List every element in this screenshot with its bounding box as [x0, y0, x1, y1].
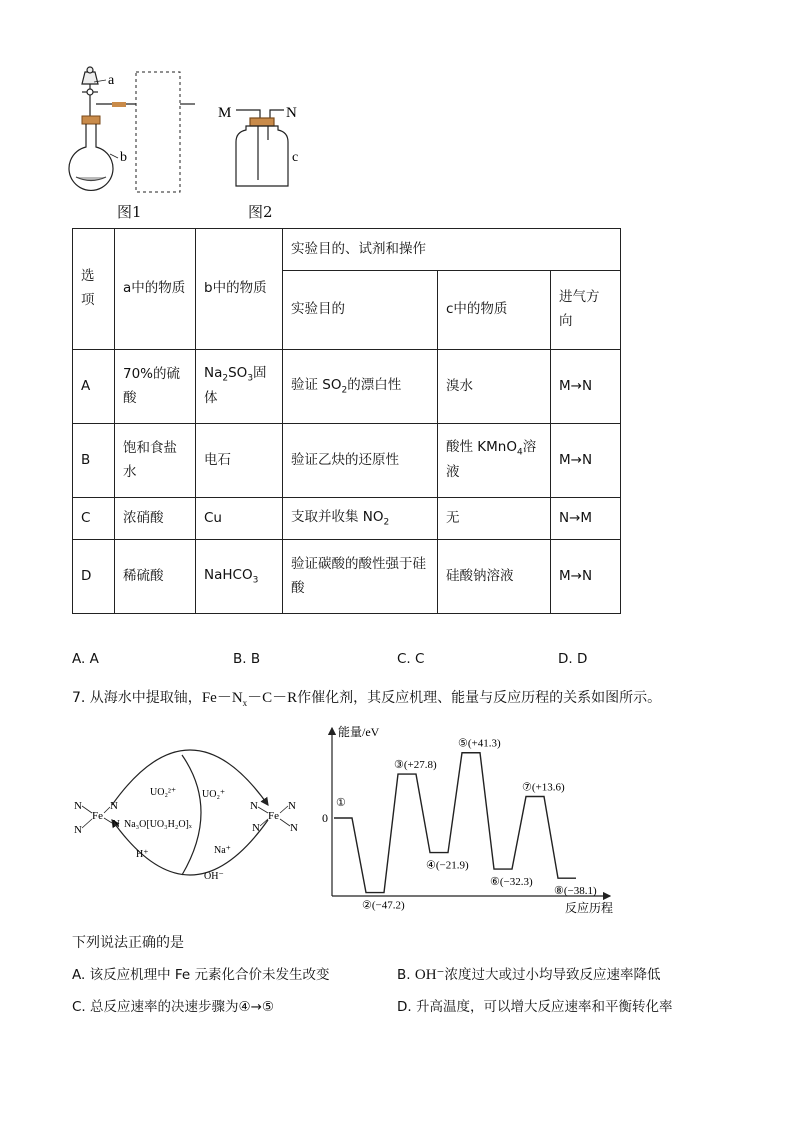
svg-text:N: N [290, 822, 298, 834]
header-purpose: 实验目的 [283, 271, 438, 350]
svg-text:N: N [288, 800, 296, 812]
q7-option-c[interactable]: C. 总反应速率的决速步骤为④→⑤ [72, 999, 275, 1015]
h-plus: H⁺ [136, 849, 149, 860]
svg-text:N: N [252, 822, 260, 834]
svg-text:N: N [74, 800, 82, 812]
energy-level-label: ②(−47.2) [362, 899, 405, 912]
figure2-label: 图2 [248, 203, 273, 221]
label-n: N [286, 105, 297, 121]
q7-question: 下列说法正确的是 [72, 935, 184, 951]
energy-chart [320, 722, 620, 918]
q6-option-c[interactable]: C. C [397, 651, 425, 667]
label-m: M [218, 105, 232, 121]
complex-label: Na₃O[UO₃H₂O]ₓ [124, 819, 192, 830]
mechanism-diagram [70, 735, 320, 895]
oh-minus: OH⁻ [204, 871, 224, 882]
arc-top [112, 750, 268, 805]
energy-level-label: ① [336, 797, 346, 809]
table-row: A 70%的硫酸 $Na_2SO_3$固体 验证 $SO_2$的漂白性 溴水 M→N [73, 350, 621, 424]
table-row: C 浓硝酸 Cu 支取并收集 $NO_2$ 无 N→M [73, 498, 621, 540]
q7-option-d[interactable]: D. 升高温度，可以增大反应速率和平衡转化率 [397, 999, 673, 1015]
header-option: 选 项 [73, 229, 115, 350]
y-axis-label: 能量/eV [338, 725, 380, 739]
dropping-funnel [82, 67, 98, 120]
header-a: a中的物质 [115, 229, 196, 350]
arc-inner [182, 755, 201, 875]
q6-option-b[interactable]: B. B [233, 651, 261, 667]
svg-text:N: N [112, 818, 120, 830]
apparatus-figures [60, 62, 340, 197]
svg-text:Fe: Fe [92, 810, 103, 822]
uo2-plus: UO₂⁺ [202, 789, 226, 800]
svg-text:N: N [74, 824, 82, 836]
energy-level-label: ⑥(−32.3) [490, 876, 533, 889]
energy-level-label: ⑤(+41.3) [458, 737, 501, 750]
q6-option-d[interactable]: D. D [558, 651, 588, 667]
svg-text:N: N [110, 800, 118, 812]
q6-table [72, 228, 621, 614]
q7-option-a[interactable]: A. 该反应机理中 Fe 元素化合价未发生改变 [72, 967, 330, 983]
header-b: b中的物质 [196, 229, 283, 350]
label-c: c [292, 150, 299, 165]
q7-stem: 7. 从海水中提取铀，$Fe-N_x-C-R$作催化剂，其反应机理、能量与反应历程的关系如图所示。 [72, 690, 662, 708]
dashed-box [136, 72, 180, 192]
svg-text:Fe: Fe [268, 810, 279, 822]
fe-complex-right [250, 800, 298, 834]
na-plus: Na⁺ [214, 845, 231, 856]
table-row: B 饱和食盐水 电石 验证乙炔的还原性 酸性 KMnO$_4$溶液 M→N [73, 424, 621, 498]
table-row: D 稀硫酸 NaHCO$_3$ 验证碳酸的酸性强于硅酸 硅酸钠溶液 M→N [73, 540, 621, 614]
energy-level-label: ④(−21.9) [426, 859, 469, 872]
energy-level-label: ⑦(+13.6) [522, 781, 565, 794]
y-tick-zero: 0 [322, 811, 328, 825]
fe-complex-left [74, 800, 120, 836]
header-group: 实验目的、试剂和操作 [283, 229, 621, 271]
x-axis-label: 反应历程 [565, 901, 614, 915]
header-direction: 进气方向 [551, 271, 621, 350]
label-b: b [120, 150, 127, 165]
round-flask [69, 124, 113, 190]
q7-option-b[interactable]: B. OH⁻浓度过大或过小均导致反应速率降低 [397, 967, 661, 983]
energy-level-label: ③(+27.8) [394, 759, 437, 772]
stopper-1 [82, 116, 100, 124]
label-a: a [108, 73, 115, 88]
gas-washing-bottle [236, 110, 288, 186]
uo2-2plus: UO₂²⁺ [150, 787, 177, 798]
energy-level-label: ⑧(−38.1) [554, 885, 597, 898]
figure1-label: 图1 [117, 203, 142, 221]
energy-labels [336, 738, 597, 912]
header-c: c中的物质 [438, 271, 551, 350]
q6-option-a[interactable]: A. A [72, 651, 99, 667]
svg-text:N: N [250, 800, 258, 812]
